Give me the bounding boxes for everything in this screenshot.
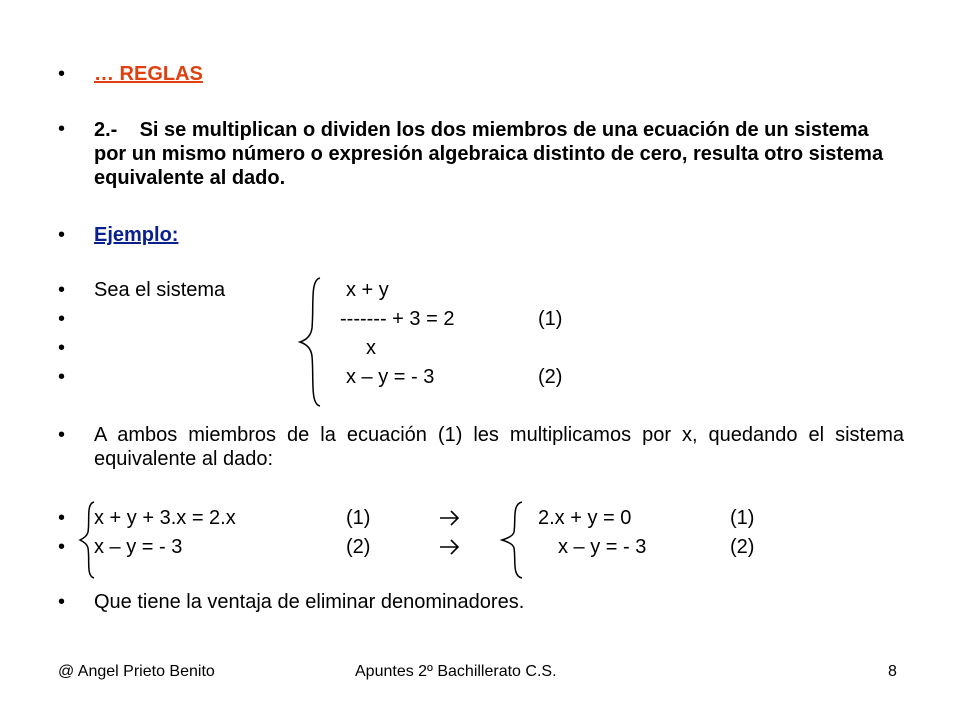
eq1-denominator: x [366, 337, 376, 359]
system-brace-icon [296, 276, 326, 408]
bullet: • [58, 308, 66, 330]
rule2-paragraph [94, 118, 904, 190]
eq1-numerator: x + y [346, 279, 389, 301]
rule2-text: Si se multiplican o dividen los dos miembros de una ecuación de un sistema por un mismo número o expresión algebraica distinto de cero, resulta otro sistema equivalente al dado. [94, 119, 884, 189]
bullet: • [58, 63, 66, 85]
eq1-tag: (1) [538, 308, 563, 330]
bullet: • [58, 591, 66, 613]
conclusion-text: Que tiene la ventaja de eliminar denominadores. [94, 591, 525, 613]
right-eq2: x – y = - 3 [558, 536, 647, 558]
heading-row [0, 57, 960, 91]
example-label: Ejemplo: [94, 224, 179, 246]
system-row-4 [0, 360, 960, 394]
right-eq1: 2.x + y = 0 [538, 507, 632, 529]
left-eq2: x – y = - 3 [94, 536, 183, 558]
bullet: • [58, 424, 66, 446]
explanation-text: A ambos miembros de la ecuación (1) les multiplicamos por x, quedando el sistema equivalente al dado: [94, 424, 904, 470]
right-brace-icon [500, 500, 526, 580]
left-eq1: x + y + 3.x = 2.x [94, 507, 236, 529]
left-tag1: (1) [346, 507, 371, 529]
bullet: • [58, 224, 66, 246]
eq2-tag: (2) [538, 366, 563, 388]
bullet: • [58, 507, 66, 529]
system-intro: Sea el sistema [94, 279, 226, 301]
right-tag1: (1) [730, 507, 755, 529]
footer-course: Apuntes 2º Bachillerato C.S. [355, 663, 557, 680]
conclusion-row [0, 585, 960, 619]
arrow-right-icon [438, 530, 462, 575]
heading-reglas: … REGLAS [94, 63, 203, 85]
bullet: • [58, 536, 66, 558]
example-row [0, 218, 960, 252]
eq1-fraction-line: ------- + 3 = 2 [340, 308, 455, 330]
rule2-number: 2.- [94, 119, 118, 141]
bullet: • [58, 118, 66, 140]
bullet: • [58, 279, 66, 301]
footer-page-number: 8 [888, 663, 897, 680]
bullet: • [58, 337, 66, 359]
right-tag2: (2) [730, 536, 755, 558]
eq2: x – y = - 3 [346, 366, 435, 388]
footer-author: @ Angel Prieto Benito [58, 663, 215, 680]
bullet: • [58, 366, 66, 388]
left-tag2: (2) [346, 536, 371, 558]
